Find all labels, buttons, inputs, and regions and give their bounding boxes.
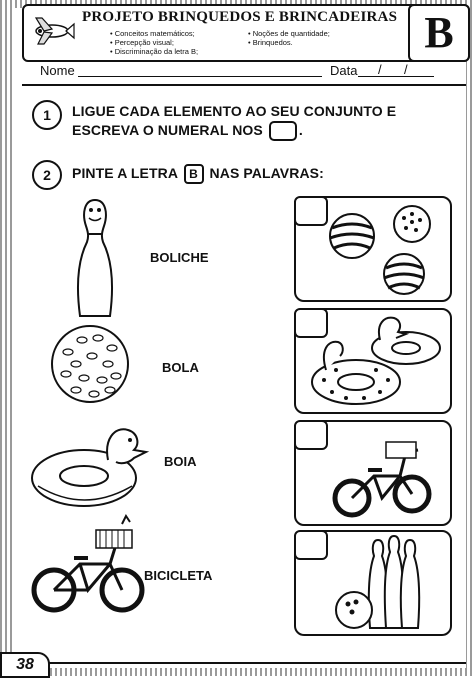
exercise-number: 2: [32, 160, 62, 190]
airplane-icon: [30, 14, 78, 48]
topic-item: • Discriminação da letra B;: [110, 47, 198, 56]
floats-set-drawing: [296, 310, 450, 412]
exercise-1-instruction: [72, 102, 396, 141]
letter-badge: B: [408, 4, 470, 62]
numeral-box-example: [269, 121, 297, 141]
date-label-text: Data: [330, 63, 358, 78]
word-boliche: BOLICHE: [150, 250, 209, 265]
instruction-text: NAS PALAVRAS:: [209, 165, 324, 181]
date-label: [330, 63, 357, 78]
header-rule: [22, 84, 466, 86]
topic-item: • Brinquedos.: [248, 38, 330, 47]
instruction-period: .: [298, 122, 303, 138]
name-field[interactable]: [78, 76, 322, 77]
instruction-text: ESCREVA O NUMERAL NOS: [72, 122, 263, 138]
word-bicicleta: BICICLETA: [144, 568, 213, 583]
ball-drawing: [48, 322, 132, 406]
bicycle-set-drawing: [296, 422, 450, 524]
float-ring-drawing: [28, 416, 152, 512]
date-separator: /: [404, 62, 408, 77]
name-label: Nome: [40, 63, 75, 78]
bowling-pin-drawing: [70, 196, 120, 320]
bicycle-drawing: [30, 514, 150, 618]
topics-left: [110, 29, 198, 56]
date-separator: /: [378, 62, 382, 77]
worksheet-header: [22, 4, 470, 62]
set-box-bowling: [294, 530, 452, 636]
topic-item: • Conceitos matemáticos;: [110, 29, 198, 38]
instruction-line: LIGUE CADA ELEMENTO AO SEU CONJUNTO E: [72, 103, 397, 119]
set-box-floats: [294, 308, 452, 414]
word-bola: BOLA: [162, 360, 199, 375]
exercise-2-instruction: [72, 164, 324, 184]
word-boia: BOIA: [164, 454, 197, 469]
topic-item: • Noções de quantidade;: [248, 29, 330, 38]
instruction-line-2: [72, 121, 396, 141]
instruction-text: PINTE A LETRA: [72, 165, 178, 181]
project-title: PROJETO BRINQUEDOS E BRINCADEIRAS: [82, 9, 398, 25]
page-number: 38: [0, 652, 50, 678]
bowling-set-drawing: [296, 532, 450, 634]
topic-item: • Percepção visual;: [110, 38, 198, 47]
balls-set-drawing: [296, 198, 450, 300]
footer-rule: [46, 662, 466, 664]
date-field[interactable]: [358, 76, 434, 77]
topics-right: [248, 29, 330, 47]
letter-b-box: B: [184, 164, 204, 184]
set-box-balls: [294, 196, 452, 302]
set-box-bicycles: [294, 420, 452, 526]
exercise-number: 1: [32, 100, 62, 130]
